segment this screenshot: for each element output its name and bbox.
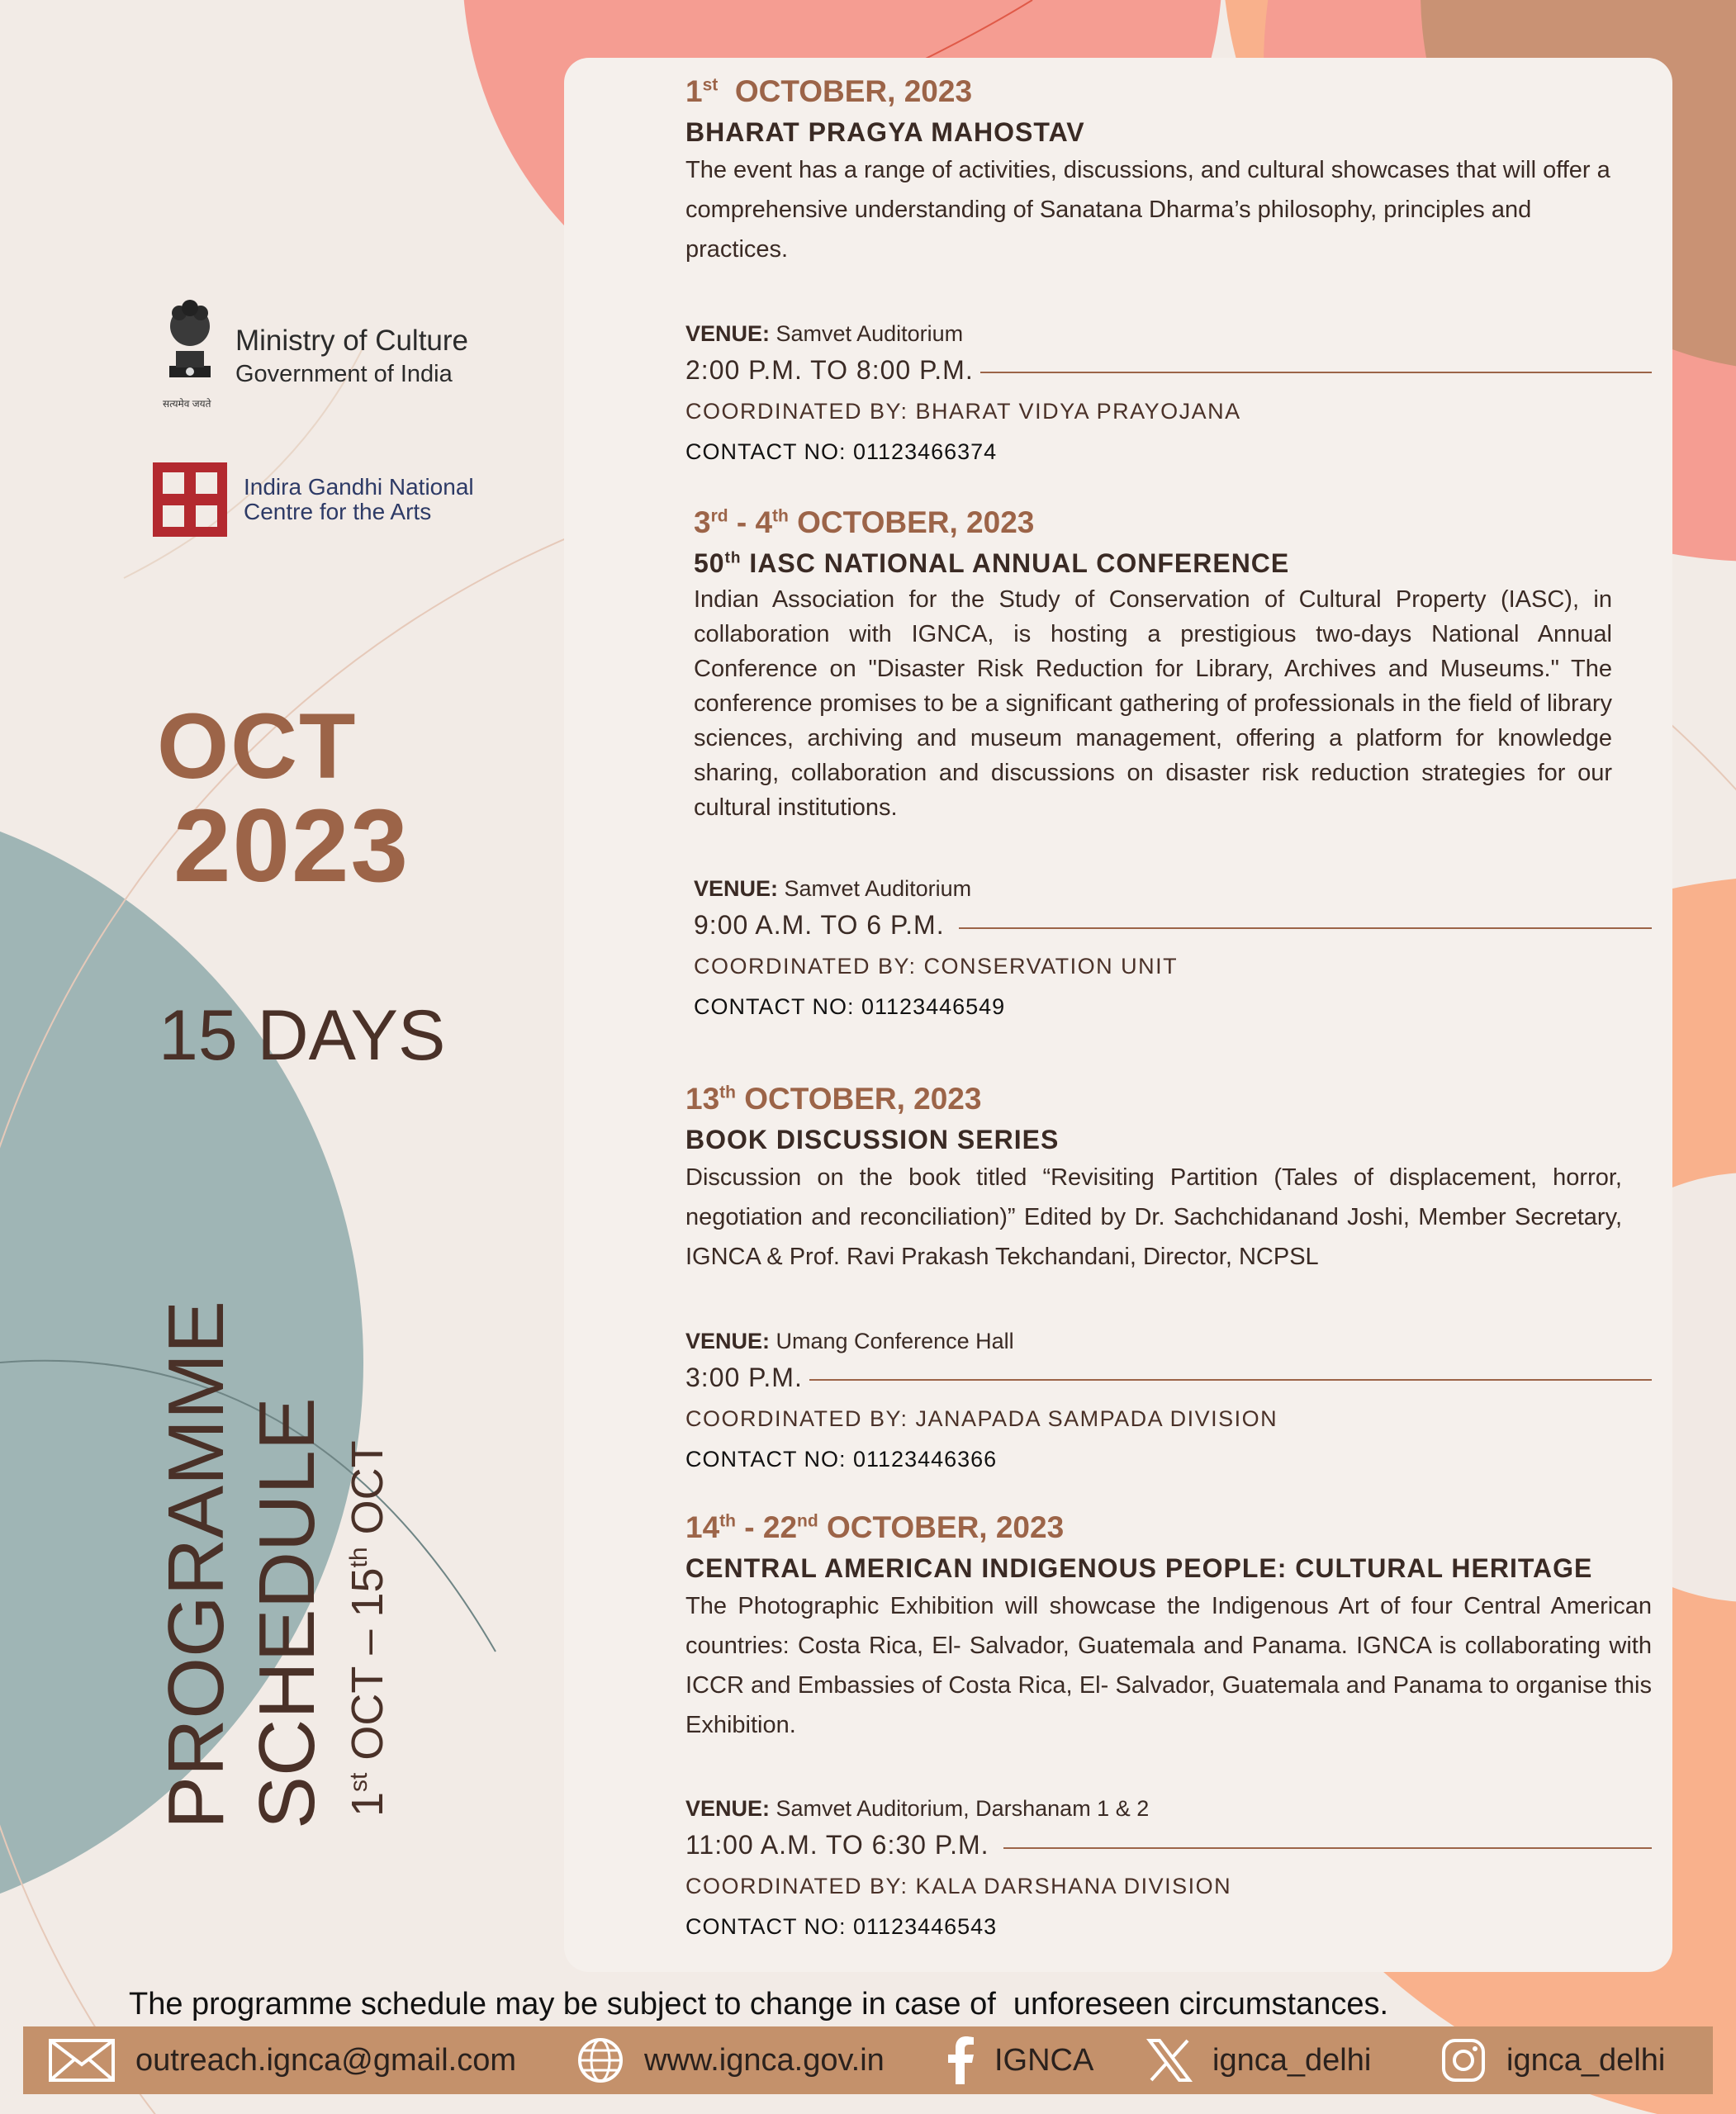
ashoka-emblem-icon — [153, 293, 227, 392]
mail-icon — [48, 2038, 116, 2083]
event-contact: CONTACT NO: 01123446366 — [685, 1446, 998, 1472]
footer-instagram[interactable] — [1440, 2026, 1665, 2094]
event-date: 14th - 22nd OCTOBER, 2023 — [685, 1510, 1065, 1544]
event-description: Indian Association for the Study of Conservation of Cultural Property (IASC), in collaboration with IGNCA, is hosting a prestigious two-days National Annual Conference on "Disaster Risk Reduction for Library, Archives and Museums." The conference promises to be a significant gathering of professionals in the field of library sciences, archiving and museum management, offering a platform for knowledge sharing, collaboration and discussions on disaster risk reduction strategies for our cultural institutions. — [694, 586, 1612, 822]
instagram-icon — [1440, 2037, 1487, 2083]
footer-contact-bar — [23, 2026, 1713, 2094]
event-date: 3rd - 4th OCTOBER, 2023 — [694, 505, 1035, 539]
facebook-icon — [946, 2036, 975, 2084]
event-title: BHARAT PRAGYA MAHOSTAV — [685, 117, 1085, 147]
time-rule — [809, 1379, 1652, 1381]
event-venue: VENUE: Samvet Auditorium, Darshanam 1 & 2 — [685, 1796, 1150, 1822]
ignca-name-line2: Centre for the Arts — [244, 499, 432, 524]
event-3 — [685, 1082, 1652, 1472]
event-date: 1st OCTOBER, 2023 — [685, 74, 973, 108]
hero-days: 15 DAYS — [159, 996, 446, 1075]
vertical-date-range: 1st OCT – 15th OCT — [343, 1440, 392, 1817]
globe-icon — [576, 2036, 624, 2084]
event-description: The event has a range of activities, discussions, and cultural showcases that will offer a comprehensive understanding of Sanatana Dharma’s philosophy, principles and practices. — [685, 157, 1610, 263]
event-title: 50th IASC NATIONAL ANNUAL CONFERENCE — [694, 548, 1290, 578]
event-time: 9:00 A.M. TO 6 P.M. — [694, 910, 1652, 941]
ignca-logo — [145, 454, 508, 545]
event-time: 11:00 A.M. TO 6:30 P.M. — [685, 1830, 1652, 1860]
hero-year: 2023 — [173, 789, 410, 903]
ministry-title: Ministry of Culture — [235, 325, 469, 357]
event-2 — [694, 505, 1652, 1020]
event-coordinator: COORDINATED BY: KALA DARSHANA DIVISION — [685, 1874, 1232, 1899]
event-venue: VENUE: Umang Conference Hall — [685, 1328, 1014, 1353]
time-rule — [1003, 1847, 1652, 1849]
email-text: outreach.ignca@gmail.com — [135, 2042, 517, 2078]
event-time: 2:00 P.M. TO 8:00 P.M. — [685, 355, 1652, 386]
instagram-handle-text: ignca_delhi — [1506, 2042, 1666, 2078]
event-venue: VENUE: Samvet Auditorium — [685, 320, 964, 346]
footer-facebook[interactable] — [946, 2026, 1093, 2094]
website-text: www.ignca.gov.in — [644, 2042, 885, 2078]
event-title: CENTRAL AMERICAN INDIGENOUS PEOPLE: CULTURAL HERITAGE — [685, 1553, 1593, 1583]
event-time: 3:00 P.M. — [685, 1363, 1652, 1393]
emblem-motto: सत्यमेव जयते — [163, 398, 211, 410]
event-contact: CONTACT NO: 01123446543 — [685, 1914, 998, 1940]
time-rule — [980, 372, 1652, 373]
ignca-name-line1: Indira Gandhi National — [244, 474, 474, 500]
ministry-of-culture-logo — [153, 293, 500, 417]
event-coordinator: COORDINATED BY: JANAPADA SAMPADA DIVISION — [685, 1405, 1278, 1431]
event-coordinator: COORDINATED BY: CONSERVATION UNIT — [694, 954, 1179, 979]
x-handle-text: ignca_delhi — [1212, 2042, 1372, 2078]
x-twitter-icon — [1146, 2037, 1193, 2083]
event-date: 13th OCTOBER, 2023 — [685, 1082, 982, 1116]
footer-website[interactable] — [576, 2026, 885, 2094]
footer-x[interactable] — [1146, 2026, 1371, 2094]
event-title: BOOK DISCUSSION SERIES — [685, 1125, 1060, 1154]
event-description: Discussion on the book titled “Revisiting Partition (Tales of displacement, horror, negotiation and reconciliation)” Edited by Dr. Sachchidanand Joshi, Member Secretary, IGNCA & Prof. Ravi Prakash Tekchandani, Director, NCPSL — [685, 1164, 1622, 1270]
event-contact: CONTACT NO: 01123446549 — [694, 994, 1006, 1020]
facebook-text: IGNCA — [994, 2042, 1094, 2078]
time-rule — [959, 927, 1652, 929]
ignca-swastika-logo-icon — [145, 454, 235, 545]
disclaimer-text: The programme schedule may be subject to change in case of unforeseen circumstances. — [129, 1987, 1389, 2022]
event-description: The Photographic Exhibition will showcase the Indigenous Art of four Central American countries: Costa Rica, El- Salvador, Guatemala and Panama. IGNCA is collaborating with ICCR and Embassies of Costa Rica, El- Salvador, Guatemala and Panama to organise this Exhibition. — [685, 1593, 1652, 1738]
government-subtitle: Government of India — [235, 361, 453, 387]
event-contact: CONTACT NO: 01123466374 — [685, 438, 998, 464]
footer-email[interactable] — [48, 2026, 516, 2094]
event-4 — [685, 1510, 1652, 1940]
event-coordinator: COORDINATED BY: BHARAT VIDYA PRAYOJANA — [685, 398, 1241, 424]
event-venue: VENUE: Samvet Auditorium — [694, 876, 972, 902]
event-1 — [685, 74, 1652, 465]
vertical-schedule: SCHEDULE — [243, 1397, 331, 1829]
vertical-programme: PROGRAMME — [152, 1300, 240, 1829]
hero-month: OCT — [157, 694, 358, 798]
